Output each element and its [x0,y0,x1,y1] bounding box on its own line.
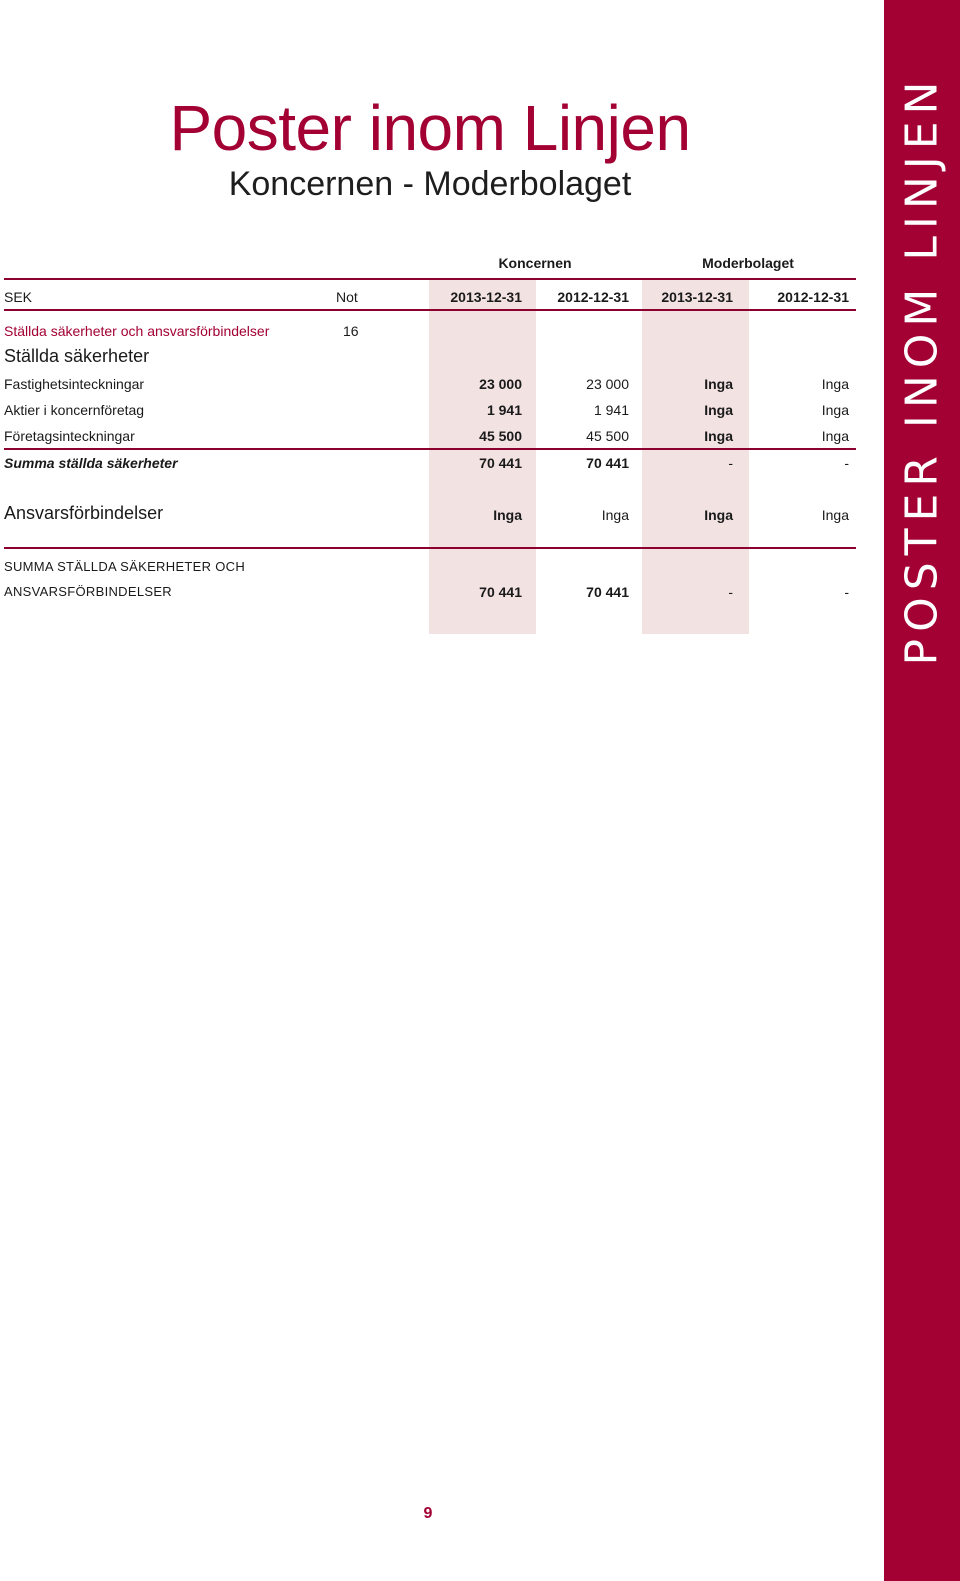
total-rule [4,547,856,549]
ansvar-value: Inga [601,507,629,523]
side-bar [884,0,960,1581]
sum-value: 70 441 [586,455,629,471]
header-col2: 2012-12-31 [557,289,629,305]
header-sek: SEK [4,289,33,305]
page-title: Poster inom Linjen [169,92,691,164]
total-value: - [728,584,733,600]
row-value: Inga [704,402,733,418]
row-label: Företagsinteckningar [4,428,135,444]
total-value: - [844,584,849,600]
total-value: 70 441 [479,584,522,600]
row-value: 45 500 [586,428,629,444]
sum-value: - [844,455,849,471]
row-value: 1 941 [593,402,629,418]
total-label-line1: SUMMA STÄLLDA SÄKERHETER OCH [4,559,246,574]
row-value: 23 000 [479,376,522,392]
total-label-line2: ANSVARSFÖRBINDELSER [4,584,172,599]
sum-label: Summa ställda säkerheter [4,455,178,471]
sum-value: 70 441 [479,455,522,471]
header-not: Not [336,289,358,305]
sum-rule [4,448,856,450]
row-value: 23 000 [586,376,629,392]
row-value: 45 500 [479,428,522,444]
ansvar-value: Inga [821,507,849,523]
row-value: Inga [821,428,849,444]
side-label: POSTER INOM LINJEN [896,74,948,666]
row-value: 1 941 [486,402,522,418]
row-value: Inga [704,428,733,444]
group-header-koncernen: Koncernen [498,255,572,271]
section-title: Ställda säkerheter och ansvarsförbindelser [4,323,270,339]
header-rule-top [4,278,856,280]
subheading-stallda: Ställda säkerheter [4,346,150,366]
ansvar-label: Ansvarsförbindelser [4,503,164,523]
row-value: Inga [821,402,849,418]
header-col3: 2013-12-31 [661,289,733,305]
row-label: Fastighetsinteckningar [4,376,145,392]
page-subtitle: Koncernen - Moderbolaget [228,165,632,203]
row-value: Inga [821,376,849,392]
ansvar-value: Inga [704,507,733,523]
ansvar-value: Inga [493,507,522,523]
row-value: Inga [704,376,733,392]
row-label: Aktier i koncernföretag [4,402,145,418]
header-rule-bottom [4,309,856,311]
group-header-moderbolaget: Moderbolaget [702,255,794,271]
sum-value: - [728,455,733,471]
header-col4: 2012-12-31 [777,289,849,305]
total-value: 70 441 [586,584,629,600]
section-note: 16 [343,323,359,339]
header-col1: 2013-12-31 [450,289,522,305]
page-number: 9 [423,1505,433,1522]
